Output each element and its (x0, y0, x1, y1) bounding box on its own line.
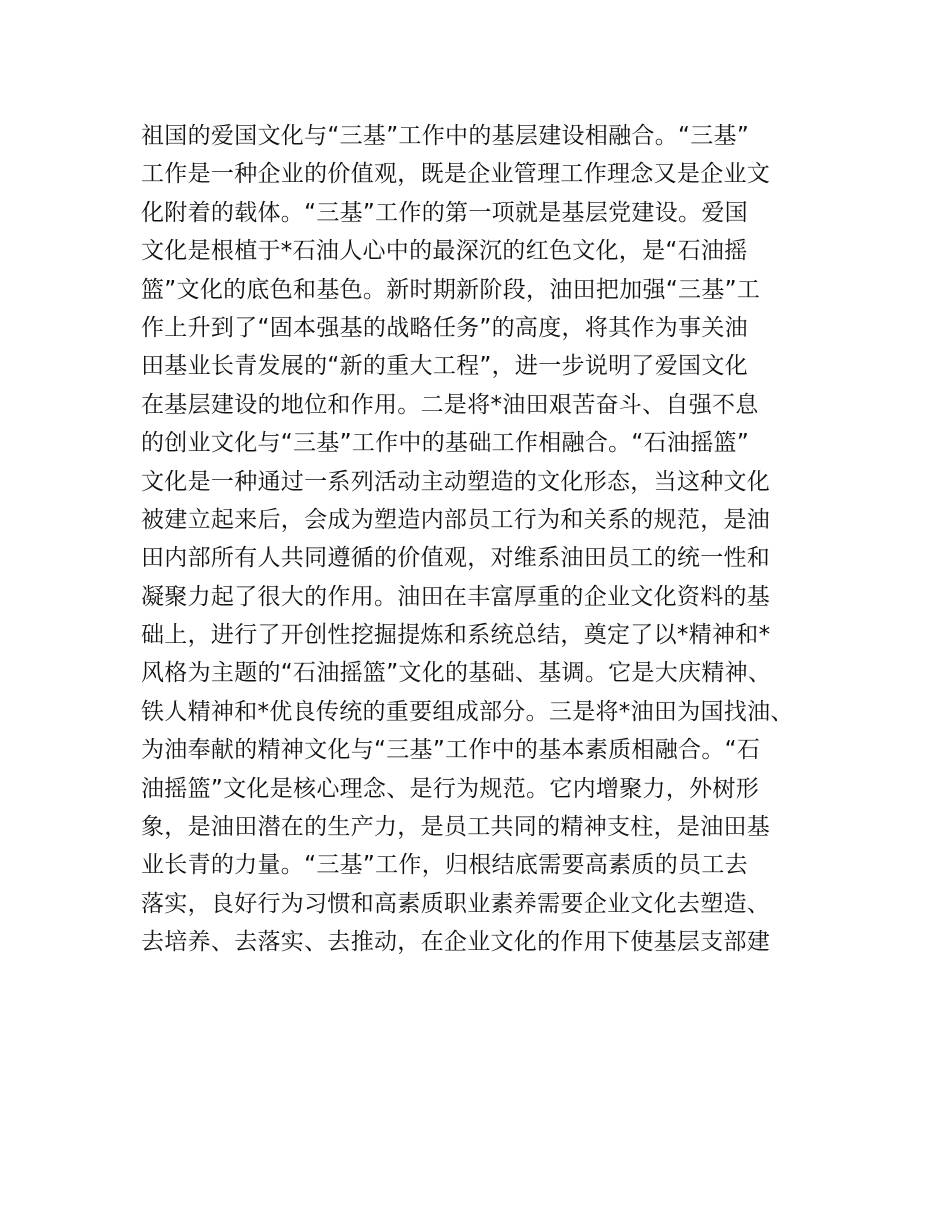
text-line-20: 业长青的力量。“三基”工作，归根结底需要高素质的员工去 (141, 852, 748, 879)
text-line-12: 田内部所有人共同遵循的价值观，对维系油田员工的统一性和 (141, 545, 771, 572)
text-line-6: 作上升到了“固本强基的战略任务”的高度，将其作为事关油 (141, 314, 748, 341)
text-line-14: 础上，进行了开创性挖掘提炼和系统总结，奠定了以*精神和* (141, 622, 771, 649)
text-line-2: 工作是一种企业的价值观，既是企业管理工作理念又是企业文 (141, 161, 771, 188)
text-line-10: 文化是一种通过一系列活动主动塑造的文化形态，当这种文化 (141, 468, 771, 495)
text-line-7: 田基业长青发展的“新的重大工程”，进一步说明了爱国文化 (141, 353, 748, 380)
body-paragraph (141, 117, 831, 962)
text-line-9: 的创业文化与“三基”工作中的基础工作相融合。“石油摇篮” (141, 430, 750, 457)
text-line-19: 象，是油田潜在的生产力，是员工共同的精神支柱，是油田基 (141, 814, 771, 841)
text-line-21: 落实，良好行为习惯和高素质职业素养需要企业文化去塑造、 (141, 890, 771, 917)
text-line-1: 祖国的爱国文化与“三基”工作中的基层建设相融合。“三基” (141, 123, 750, 149)
text-line-16: 铁人精神和*优良传统的重要组成部分。三是将*油田为国找油、 (141, 698, 794, 725)
text-line-8: 在基层建设的地位和作用。二是将*油田艰苦奋斗、自强不息 (141, 391, 759, 418)
text-line-13: 凝聚力起了很大的作用。油田在丰富厚重的企业文化资料的基 (141, 583, 771, 610)
text-line-11: 被建立起来后，会成为塑造内部员工行为和关系的规范，是油 (141, 506, 771, 533)
text-line-15: 风格为主题的“石油摇篮”文化的基础、基调。它是大庆精神、 (141, 660, 772, 687)
text-line-4: 文化是根植于*石油人心中的最深沉的红色文化，是“石油摇 (141, 238, 748, 265)
text-line-5: 篮”文化的底色和基色。新时期新阶段，油田把加强“三基”工 (141, 276, 761, 303)
text-line-18: 油摇篮”文化是核心理念、是行为规范。它内增聚力，外树形 (141, 775, 760, 802)
text-line-22: 去培养、去落实、去推动，在企业文化的作用下使基层支部建 (141, 929, 771, 956)
text-line-17: 为油奉献的精神文化与“三基”工作中的基本素质相融合。“石 (141, 737, 761, 764)
text-line-3: 化附着的载体。“三基”工作的第一项就是基层党建设。爱国 (141, 199, 748, 226)
